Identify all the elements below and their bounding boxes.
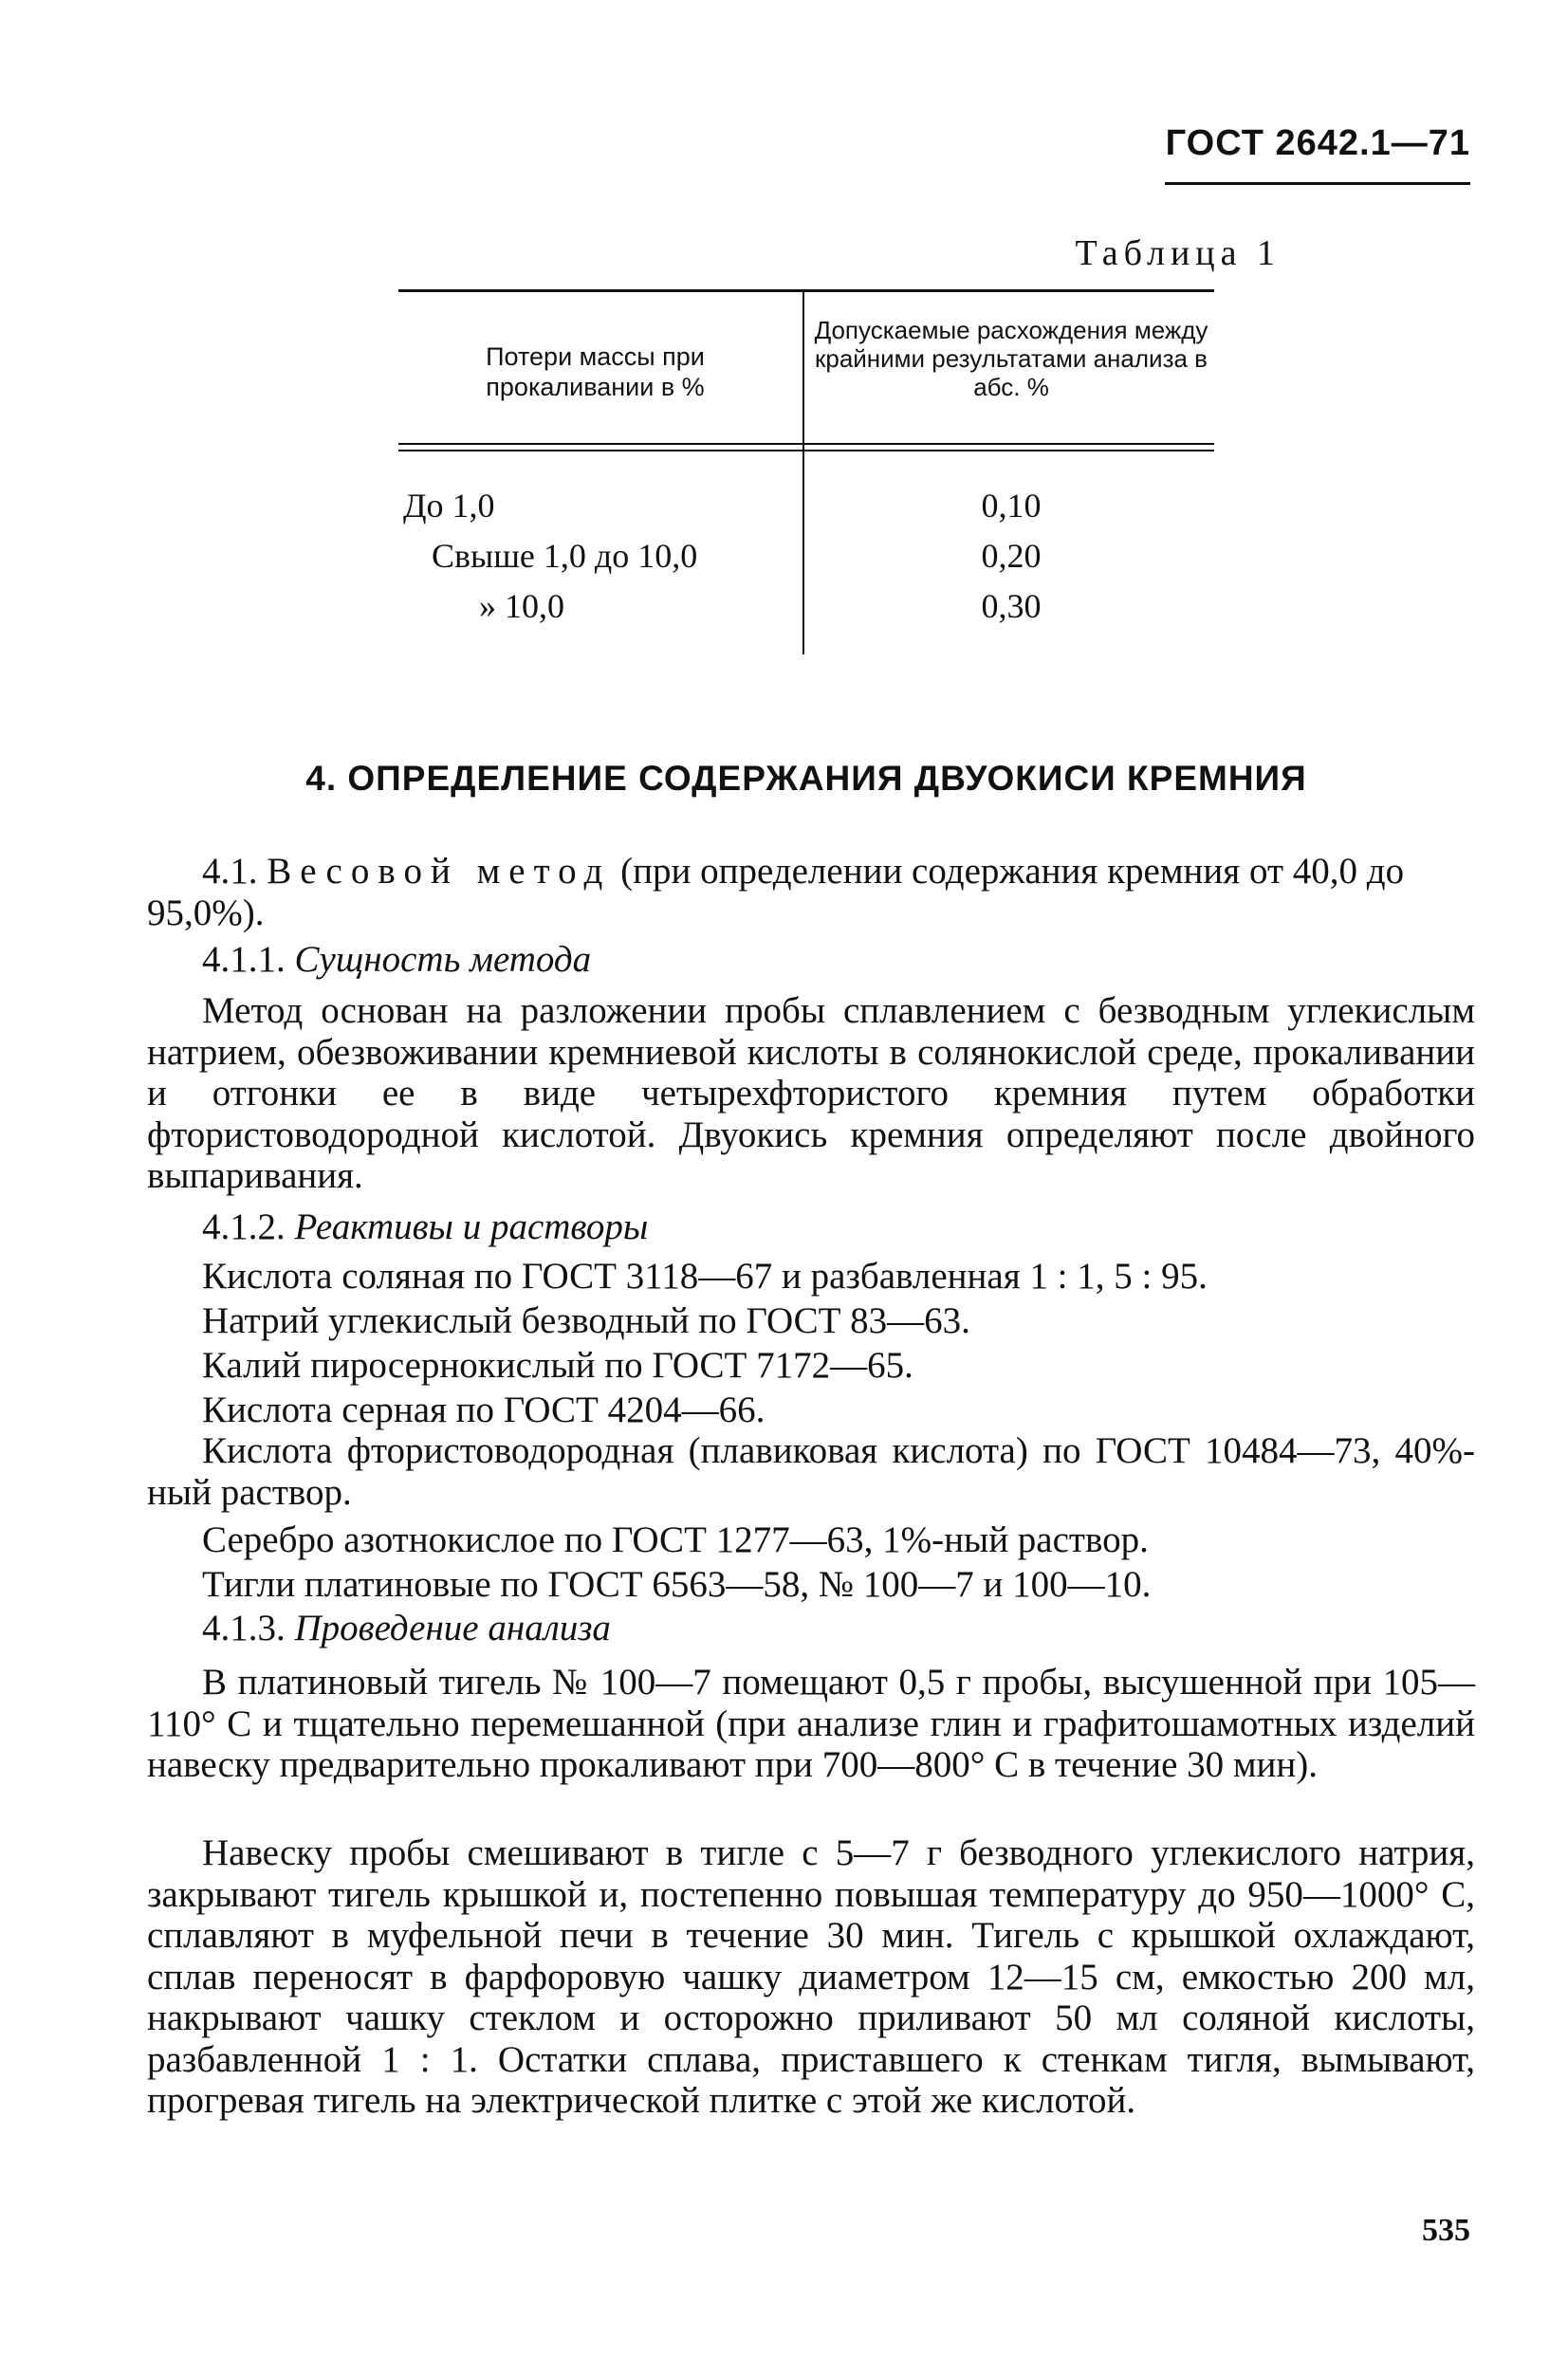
analysis-paragraph: Навеску пробы смешивают в тигле с 5—7 г безводного углекислого натрия, закрывают тигель крышкой и, постепенно повышая температуру до 950—1000° С, сплавляют в муфельной печи в течение 30 мин. Тигель с крышкой охлаждают, сплав переносят в фарфоровую чашку диаметром 12—15 см, емкостью 200 мл, накрывают чашку стеклом и осторожно приливают 50 мл соляной кислоты, разбавленной 1 : 1. Остатки сплава, приставшего к стенкам тигля, вымывают, прогревая тигель на электрической плитке с этой же кислотой. [147,1832,1475,2121]
clause-text: (при определении содержания кремния от 40,0 до 95,0%). [147,851,1405,933]
clause-4-1-3-heading [147,1608,1475,1649]
standard-header: ГОСТ 2642.1—71 [1165,123,1470,163]
tolerance-table [398,289,1214,654]
clause-title: Реактивы и растворы [294,1206,649,1247]
reagent-item: Кислота соляная по ГОСТ 3118—67 и разбавленная 1 : 1, 5 : 95. [202,1256,1208,1297]
clause-4-1-1-heading [147,939,1475,981]
analysis-paragraph: В платиновый тигель № 100—7 помещают 0,5 г пробы, высушенной при 105—110° С и тщательно перемешанной (при анализе глин и графитошамотных изделий навеску предварительно прокаливают при 700—800° С в течение 30 мин). [147,1662,1475,1785]
table-cell-loss: Свыше 1,0 до 10,0 [432,537,698,575]
section-title: 4. ОПРЕДЕЛЕНИЕ СОДЕРЖАНИЯ ДВУОКИСИ КРЕМНИЯ [305,759,1307,798]
method-name: Весовой метод [267,851,612,892]
table-cell-loss: До 1,0 [403,487,495,525]
reagent-item: Серебро азотнокислое по ГОСТ 1277—63, 1%-ный раствор. [202,1519,1149,1560]
table-caption: Таблица 1 [1075,233,1281,273]
clause-number: 4.1.1. [202,939,286,980]
clause-number: 4.1.3. [202,1608,286,1648]
table-cell-tolerance: 0,30 [981,587,1042,625]
header-rule [1165,182,1470,185]
reagent-item: Кислота серная по ГОСТ 4204—66. [202,1390,766,1430]
table-top-rule [398,289,1214,292]
column-header-tolerance: Допускаемые расхождения между крайними результатами анализа в абс. % [814,316,1208,401]
table-cell-loss: » 10,0 [479,587,564,625]
reagent-item: Тигли платиновые по ГОСТ 6563—58, № 100—7 и 100—10. [202,1564,1152,1605]
method-essence-paragraph: Метод основан на разложении пробы сплавлением с безводным углекислым натрием, обезвоживании кремниевой кислоты в солянокислой среде, прокаливании и отгонки ее в виде четырехфтористого кремния путем обработки фтористоводородной кислотой. Двуокись кремния определяют после двойного выпаривания. [147,990,1475,1196]
reagent-item: Калий пиросернокислый по ГОСТ 7172—65. [202,1345,913,1386]
reagent-item: Натрий углекислый безводный по ГОСТ 83—63. [202,1300,970,1341]
clause-title: Сущность метода [294,939,592,980]
clause-4-1-2-heading [147,1206,1475,1248]
table-header-rule [398,443,1214,445]
clause-number: 4.1. [202,851,258,892]
table-header-rule-double [398,450,1214,451]
reagent-item: Кислота фтористоводородная (плавиковая кислота) по ГОСТ 10484—73, 40%-ный раствор. [147,1430,1475,1513]
table-cell-tolerance: 0,10 [981,487,1042,525]
column-header-loss: Потери массы при прокаливании в % [486,342,705,401]
page-number: 535 [1422,2213,1470,2248]
clause-title: Проведение анализа [294,1608,611,1648]
table-cell-tolerance: 0,20 [981,537,1042,575]
clause-4-1 [147,851,1475,933]
clause-number: 4.1.2. [202,1206,286,1247]
